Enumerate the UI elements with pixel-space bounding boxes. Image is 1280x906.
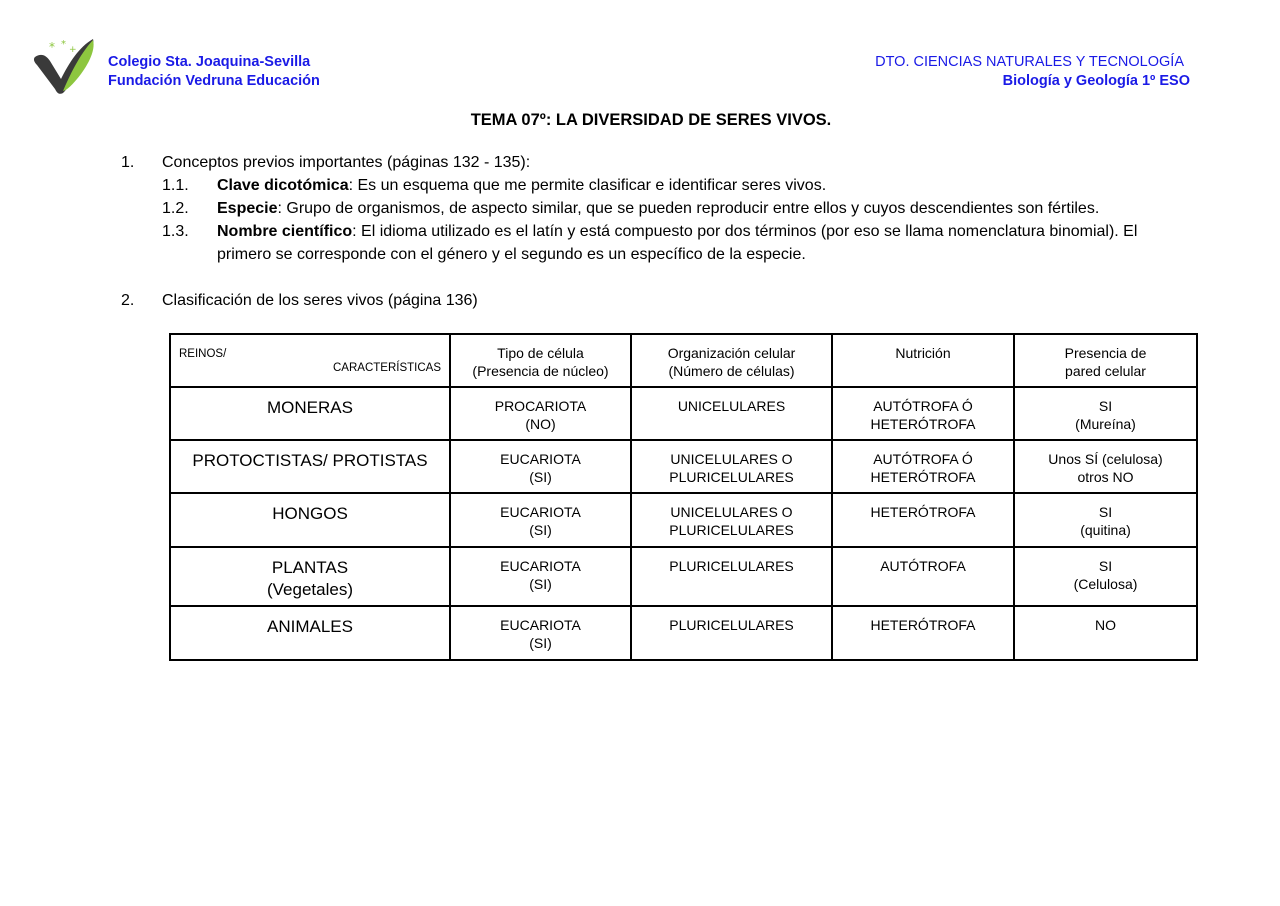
kingdom-cell: PROTOCTISTAS/ PROTISTAS bbox=[170, 440, 450, 493]
item-term: Especie bbox=[217, 200, 278, 217]
table-cell: UNICELULARES bbox=[631, 387, 832, 440]
dept-line-2: Biología y Geología 1º ESO bbox=[1002, 73, 1190, 89]
corner-bottom-label: CARACTERÍSTICAS bbox=[333, 362, 441, 374]
svg-text:+: + bbox=[69, 45, 77, 55]
section-2 bbox=[121, 289, 1192, 312]
table-cell: PROCARIOTA (NO) bbox=[450, 387, 631, 440]
section-1 bbox=[121, 151, 1192, 174]
school-line-2: Fundación Vedruna Educación bbox=[108, 73, 320, 89]
table-cell: SI (quitina) bbox=[1014, 493, 1197, 547]
kingdom-cell: HONGOS bbox=[170, 493, 450, 547]
column-header: Presencia de pared celular bbox=[1014, 334, 1197, 387]
table-cell: PLURICELULARES bbox=[631, 547, 832, 606]
section-text: Clasificación de los seres vivos (página 136) bbox=[162, 292, 478, 309]
list-item bbox=[121, 197, 1192, 220]
kingdom-cell: PLANTAS (Vegetales) bbox=[170, 547, 450, 606]
table-cell: HETERÓTROFA bbox=[832, 606, 1014, 660]
table-cell: AUTÓTROFA Ó HETERÓTROFA bbox=[832, 387, 1014, 440]
item-number: 1.3. bbox=[162, 223, 189, 240]
table-cell: EUCARIOTA (SI) bbox=[450, 440, 631, 493]
checkmark-stars-logo-icon bbox=[33, 37, 97, 95]
table-cell: UNICELULARES O PLURICELULARES bbox=[631, 440, 832, 493]
corner-top-label: REINOS/ bbox=[179, 348, 227, 360]
classification-table bbox=[169, 333, 1198, 661]
school-name bbox=[108, 53, 320, 91]
table-row bbox=[170, 547, 1197, 606]
table-cell: AUTÓTROFA Ó HETERÓTROFA bbox=[832, 440, 1014, 493]
table-cell: SI (Mureína) bbox=[1014, 387, 1197, 440]
item-term: Clave dicotómica bbox=[217, 177, 349, 194]
table-cell: EUCARIOTA (SI) bbox=[450, 606, 631, 660]
table-row bbox=[170, 387, 1197, 440]
table-row bbox=[170, 440, 1197, 493]
table-cell: HETERÓTROFA bbox=[832, 493, 1014, 547]
kingdom-cell: ANIMALES bbox=[170, 606, 450, 660]
column-header: Tipo de célula (Presencia de núcleo) bbox=[450, 334, 631, 387]
table-cell: SI (Celulosa) bbox=[1014, 547, 1197, 606]
item-definition: : Grupo de organismos, de aspecto similar, que se pueden reproducir entre ellos y cuyos descendientes son fértiles. bbox=[277, 200, 1100, 217]
table-row bbox=[170, 606, 1197, 660]
item-number: 1.1. bbox=[162, 177, 189, 194]
list-item bbox=[121, 174, 1192, 197]
column-header: Nutrición bbox=[832, 334, 1014, 387]
table-row bbox=[170, 493, 1197, 547]
table-cell: UNICELULARES O PLURICELULARES bbox=[631, 493, 832, 547]
kingdom-cell: MONERAS bbox=[170, 387, 450, 440]
svg-text:*: * bbox=[49, 40, 55, 54]
section-number: 2. bbox=[121, 292, 135, 309]
table-header-row bbox=[170, 334, 1197, 387]
table-cell: NO bbox=[1014, 606, 1197, 660]
dept-line-1: DTO. CIENCIAS NATURALES Y TECNOLOGÍA bbox=[875, 54, 1184, 70]
department bbox=[875, 53, 1190, 91]
table-cell: Unos SÍ (celulosa) otros NO bbox=[1014, 440, 1197, 493]
table-cell: EUCARIOTA (SI) bbox=[450, 493, 631, 547]
item-definition: : El idioma utilizado es el latín y está compuesto por dos términos (por eso se llama nomenclatura binomial). El primero se corresponde con el género y el segundo es un específico de la especie. bbox=[217, 223, 1138, 263]
page-title: TEMA 07º: LA DIVERSIDAD DE SERES VIVOS. bbox=[470, 111, 832, 129]
table-cell: EUCARIOTA (SI) bbox=[450, 547, 631, 606]
corner-header bbox=[170, 334, 450, 387]
table-cell: PLURICELULARES bbox=[631, 606, 832, 660]
section-number: 1. bbox=[121, 154, 135, 171]
list-item bbox=[121, 220, 1192, 266]
column-header: Organización celular (Número de células) bbox=[631, 334, 832, 387]
section-text: Conceptos previos importantes (páginas 132 - 135): bbox=[162, 154, 531, 171]
item-number: 1.2. bbox=[162, 200, 189, 217]
school-line-1: Colegio Sta. Joaquina-Sevilla bbox=[108, 54, 311, 70]
svg-text:*: * bbox=[61, 39, 66, 50]
item-definition: : Es un esquema que me permite clasificar e identificar seres vivos. bbox=[348, 177, 827, 194]
item-term: Nombre científico bbox=[217, 223, 353, 240]
concept-list bbox=[121, 151, 1192, 312]
table-cell: AUTÓTROFA bbox=[832, 547, 1014, 606]
